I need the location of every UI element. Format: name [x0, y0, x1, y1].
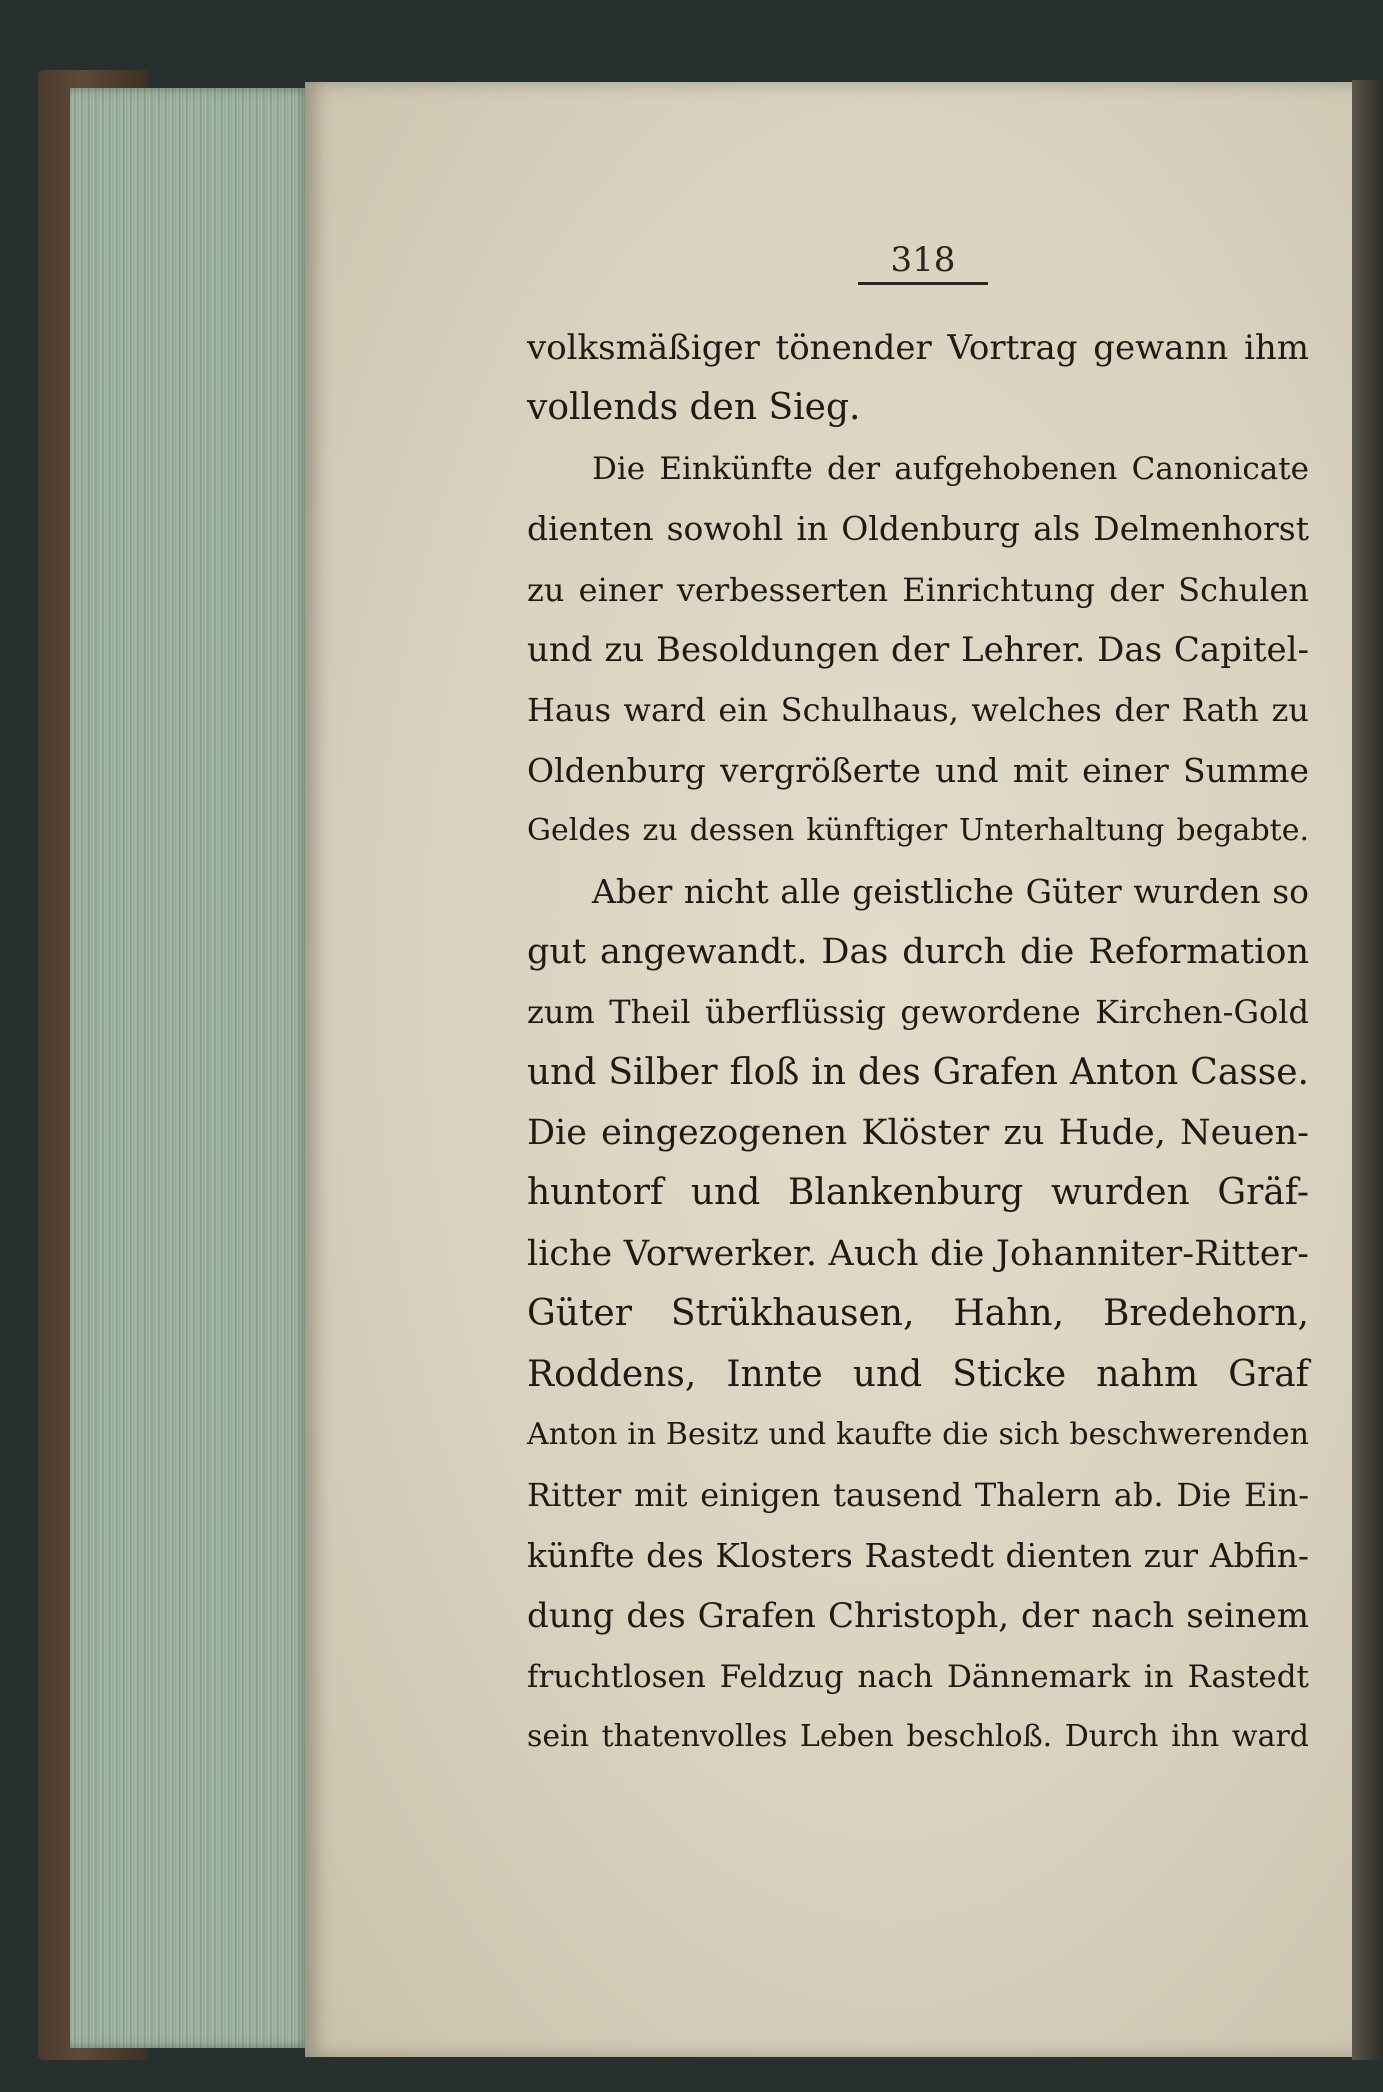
text-line: fruchtlosen Feldzug nach Dännemark in Rastedt: [527, 1658, 1309, 1695]
page-text: [527, 318, 1309, 1767]
text-line: und Silber floß in des Grafen Anton Casse.: [527, 1051, 1309, 1093]
text-line: Haus ward ein Schulhaus, welches der Rath zu: [527, 691, 1309, 730]
text-line: volksmäßiger tönender Vortrag gewann ihm: [527, 328, 1309, 368]
text-line: künfte des Klosters Rastedt dienten zur Abfin-: [527, 1535, 1309, 1575]
page-number: 318: [858, 238, 988, 285]
page-stack-edge: [70, 88, 310, 2048]
text-line: und zu Besoldungen der Lehrer. Das Capitel-: [527, 629, 1309, 670]
text-line: Roddens, Innte und Sticke nahm Graf: [527, 1353, 1309, 1395]
text-line: gut angewandt. Das durch die Reformation: [527, 931, 1309, 972]
text-line: Anton in Besitz und kaufte die sich beschwerenden: [527, 1417, 1309, 1453]
text-line: Aber nicht alle geistliche Güter wurden so: [592, 871, 1309, 911]
text-line: zum Theil überflüssig gewordene Kirchen-Gold: [527, 993, 1309, 1032]
text-line: liche Vorwerker. Auch die Johanniter-Ritter-: [527, 1233, 1309, 1274]
text-line: sein thatenvolles Leben beschloß. Durch ihn ward: [527, 1718, 1309, 1754]
text-line: zu einer verbesserten Einrichtung der Schulen: [527, 570, 1309, 609]
text-line: Geldes zu dessen künftiger Unterhaltung begabte.: [527, 813, 1309, 849]
text-line: Ritter mit einigen tausend Thalern ab. Die Ein-: [527, 1476, 1309, 1515]
text-line: Die eingezogenen Klöster zu Hude, Neuen-: [527, 1113, 1309, 1154]
text-line: Güter Strükhausen, Hahn, Bredehorn,: [527, 1293, 1309, 1335]
text-line: vollends den Sieg.: [527, 387, 861, 429]
text-line: Die Einkünfte der aufgehobenen Canonicate: [592, 450, 1309, 487]
text-line: dienten sowohl in Oldenburg als Delmenhorst: [527, 509, 1309, 549]
text-line: Oldenburg vergrößerte und mit einer Summe: [527, 750, 1309, 790]
text-line: huntorf und Blankenburg wurden Gräf-: [527, 1172, 1309, 1214]
book-gutter: [1352, 80, 1383, 2060]
text-line: dung des Grafen Christoph, der nach seinem: [527, 1596, 1309, 1637]
